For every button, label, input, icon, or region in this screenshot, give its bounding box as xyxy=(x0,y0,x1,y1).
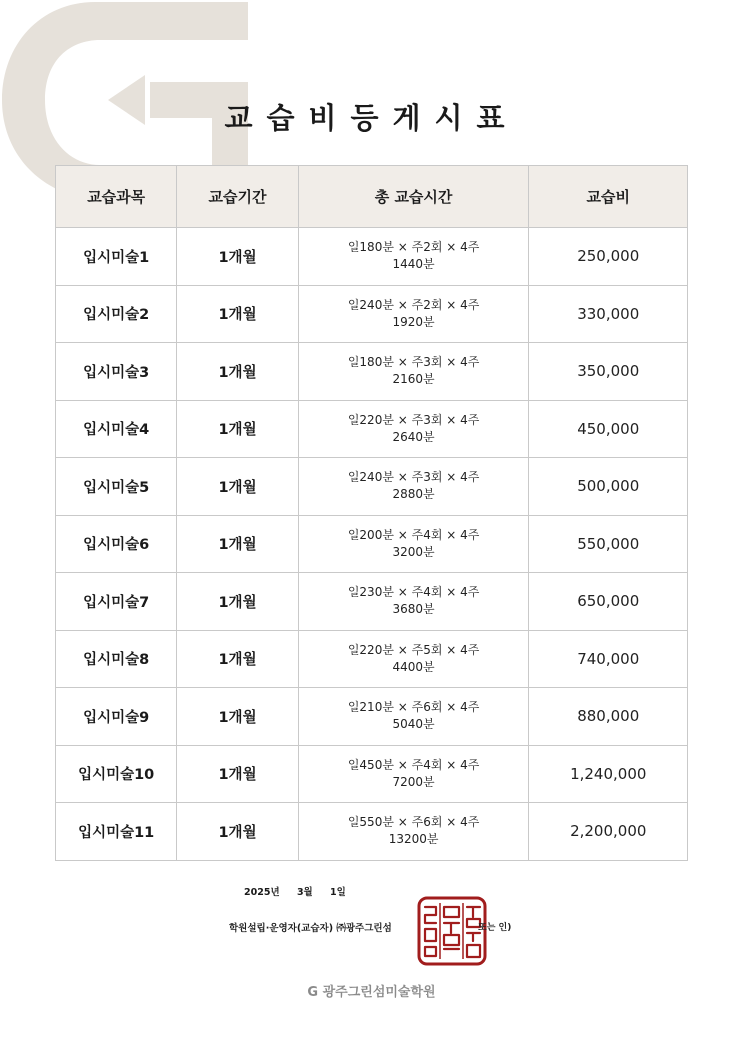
issue-date xyxy=(244,884,360,898)
total-time-cell xyxy=(298,803,529,861)
time-formula: 일550분 × 주6회 × 4주 xyxy=(347,815,480,830)
subject-cell: 입시미술1 xyxy=(56,228,177,286)
fee-cell: 2,200,000 xyxy=(529,803,688,861)
fee-cell: 450,000 xyxy=(529,400,688,458)
total-time-cell xyxy=(298,515,529,573)
time-total: 1920분 xyxy=(392,314,435,329)
fee-cell: 550,000 xyxy=(529,515,688,573)
total-time-cell xyxy=(298,630,529,688)
time-formula: 일450분 × 주4회 × 4주 xyxy=(347,757,480,772)
time-total: 7200분 xyxy=(392,774,435,789)
subject-cell: 입시미술3 xyxy=(56,343,177,401)
period-cell: 1개월 xyxy=(177,803,298,861)
table-row xyxy=(56,458,688,516)
subject-cell: 입시미술8 xyxy=(56,630,177,688)
column-header-total-time: 총 교습시간 xyxy=(298,166,529,228)
table-row xyxy=(56,745,688,803)
time-formula: 일180분 × 주3회 × 4주 xyxy=(347,355,480,370)
subject-cell: 입시미술6 xyxy=(56,515,177,573)
table-row xyxy=(56,228,688,286)
time-total: 2640분 xyxy=(392,429,435,444)
fee-cell: 1,240,000 xyxy=(529,745,688,803)
period-cell: 1개월 xyxy=(177,573,298,631)
table-row xyxy=(56,630,688,688)
time-total: 3680분 xyxy=(392,602,435,617)
fee-cell: 250,000 xyxy=(529,228,688,286)
establisher-line: 학원설립·운영자(교습자) ㈜광주그린섬 xyxy=(229,923,392,934)
total-time-cell xyxy=(298,688,529,746)
period-cell: 1개월 xyxy=(177,515,298,573)
total-time-cell xyxy=(298,285,529,343)
academy-brand: G 광주그린섬미술학원 xyxy=(307,985,436,1000)
time-formula: 일180분 × 주2회 × 4주 xyxy=(347,240,480,255)
time-total: 4400분 xyxy=(392,659,435,674)
subject-cell: 입시미술4 xyxy=(56,400,177,458)
fee-cell: 330,000 xyxy=(529,285,688,343)
table-row xyxy=(56,400,688,458)
time-total: 2880분 xyxy=(392,487,435,502)
column-header-subject: 교습과목 xyxy=(56,166,177,228)
time-formula: 일230분 × 주4회 × 4주 xyxy=(347,585,480,600)
table-header-row xyxy=(56,166,688,228)
seal-note: 또는 인) xyxy=(478,923,512,933)
subject-cell: 입시미술9 xyxy=(56,688,177,746)
subject-cell: 입시미술5 xyxy=(56,458,177,516)
table-row xyxy=(56,803,688,861)
subject-cell: 입시미술11 xyxy=(56,803,177,861)
subject-cell: 입시미술10 xyxy=(56,745,177,803)
period-cell: 1개월 xyxy=(177,630,298,688)
fee-cell: 350,000 xyxy=(529,343,688,401)
time-total: 13200분 xyxy=(388,832,439,847)
tuition-fee-table xyxy=(55,165,688,861)
period-cell: 1개월 xyxy=(177,745,298,803)
page-title: 교습비등게시표 xyxy=(224,101,519,135)
total-time-cell xyxy=(298,343,529,401)
time-total: 3200분 xyxy=(392,544,435,559)
total-time-cell xyxy=(298,745,529,803)
table-row xyxy=(56,573,688,631)
time-total: 5040분 xyxy=(392,717,435,732)
time-total: 1440분 xyxy=(392,257,435,272)
table-row xyxy=(56,515,688,573)
table-row xyxy=(56,285,688,343)
period-cell: 1개월 xyxy=(177,228,298,286)
period-cell: 1개월 xyxy=(177,458,298,516)
time-formula: 일200분 × 주4회 × 4주 xyxy=(347,527,480,542)
period-cell: 1개월 xyxy=(177,285,298,343)
fee-cell: 880,000 xyxy=(529,688,688,746)
total-time-cell xyxy=(298,228,529,286)
time-formula: 일220분 × 주5회 × 4주 xyxy=(347,642,480,657)
column-header-period: 교습기간 xyxy=(177,166,298,228)
total-time-cell xyxy=(298,458,529,516)
time-formula: 일210분 × 주6회 × 4주 xyxy=(347,700,480,715)
subject-cell: 입시미술7 xyxy=(56,573,177,631)
period-cell: 1개월 xyxy=(177,688,298,746)
period-cell: 1개월 xyxy=(177,400,298,458)
fee-cell: 740,000 xyxy=(529,630,688,688)
total-time-cell xyxy=(298,573,529,631)
date-year: 2025년 xyxy=(244,887,280,898)
time-formula: 일240분 × 주2회 × 4주 xyxy=(347,297,480,312)
fee-cell: 650,000 xyxy=(529,573,688,631)
total-time-cell xyxy=(298,400,529,458)
column-header-fee: 교습비 xyxy=(529,166,688,228)
subject-cell: 입시미술2 xyxy=(56,285,177,343)
time-formula: 일220분 × 주3회 × 4주 xyxy=(347,412,480,427)
time-total: 2160분 xyxy=(392,372,435,387)
table-row xyxy=(56,343,688,401)
time-formula: 일240분 × 주3회 × 4주 xyxy=(347,470,480,485)
fee-cell: 500,000 xyxy=(529,458,688,516)
date-month: 3월 xyxy=(296,887,313,898)
date-day: 1일 xyxy=(330,887,346,898)
table-row xyxy=(56,688,688,746)
period-cell: 1개월 xyxy=(177,343,298,401)
